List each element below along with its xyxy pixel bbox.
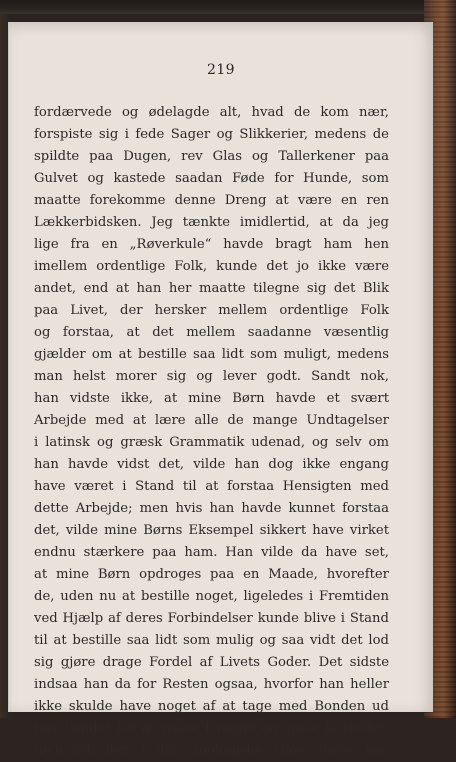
text-line: det, vilde mine Børns Eksempel sikkert have virket — [34, 523, 389, 538]
text-line: indsaa han da for Resten ogsaa, hvorfor han heller — [34, 677, 389, 692]
body-text — [34, 102, 389, 762]
text-line: maatte forekomme denne Dreng at være en ren — [34, 193, 389, 208]
text-line: lige fra en „Røverkule“ havde bragt ham hen — [34, 237, 389, 252]
text-line: sig gjøre drage Fordel af Livets Goder. Det sidste — [34, 655, 389, 670]
top-edge — [0, 0, 456, 14]
text-line: men gik hen i den zoologiske Have, hvor han — [34, 743, 389, 758]
text-line: Arbejde med at lære alle de mange Undtagelser — [34, 413, 389, 428]
text-line: spildte paa Dugen, rev Glas og Tallerkener paa — [34, 149, 389, 164]
text-line: Gulvet og kastede saadan Føde for Hunde, som — [34, 171, 389, 186]
text-line: han havde vidst det, vilde han dog ikke engang — [34, 457, 389, 472]
text-line: andet, end at han her maatte tilegne sig det Blik — [34, 281, 389, 296]
text-line: dette Arbejde; men hvis han havde kunnet forstaa — [34, 501, 389, 516]
text-line: at mine Børn opdroges paa en Maade, hvorefter — [34, 567, 389, 582]
text-line: forspiste sig i fede Sager og Slikkerier, medens de — [34, 127, 389, 142]
text-line: ikke skulde have noget af at tage med Bonden ud — [34, 699, 389, 714]
text-line: ved Hjælp af deres Forbindelser kunde blive i Stand — [34, 611, 389, 626]
text-line: fordærvede og ødelagde alt, hvad de kom nær, — [34, 105, 389, 120]
text-line: imellem ordentlige Folk, kunde det jo ikke være — [34, 259, 389, 274]
text-line: og forstaa, at det mellem saadanne væsentlig — [34, 325, 389, 340]
text-line: han vidste ikke, at mine Børn havde et svært — [34, 391, 389, 406]
text-line: paa Livet, der hersker mellem ordentlige Folk — [34, 303, 389, 318]
text-line: gjælder om at bestille saa lidt som muligt, medens — [34, 347, 389, 362]
text-line: paa Landet for at passe Kvæget og spise Kartofler; — [34, 721, 389, 736]
page-number: 219 — [207, 62, 235, 78]
text-line: endnu stærkere paa ham. Han vilde da have set, — [34, 545, 389, 560]
text-line: have været i Stand til at forstaa Hensigten med — [34, 479, 389, 494]
text-line: til at bestille saa lidt som mulig og saa vidt det lod — [34, 633, 389, 648]
text-line: de, uden nu at bestille noget, ligeledes i Fremtiden — [34, 589, 389, 604]
text-line: i latinsk og græsk Grammatik udenad, og selv om — [34, 435, 389, 450]
text-line: man helst morer sig og lever godt. Sandt nok, — [34, 369, 389, 384]
book-page — [8, 22, 433, 758]
text-line: Lækkerbidsken. Jeg tænkte imidlertid, at da jeg — [34, 215, 389, 230]
